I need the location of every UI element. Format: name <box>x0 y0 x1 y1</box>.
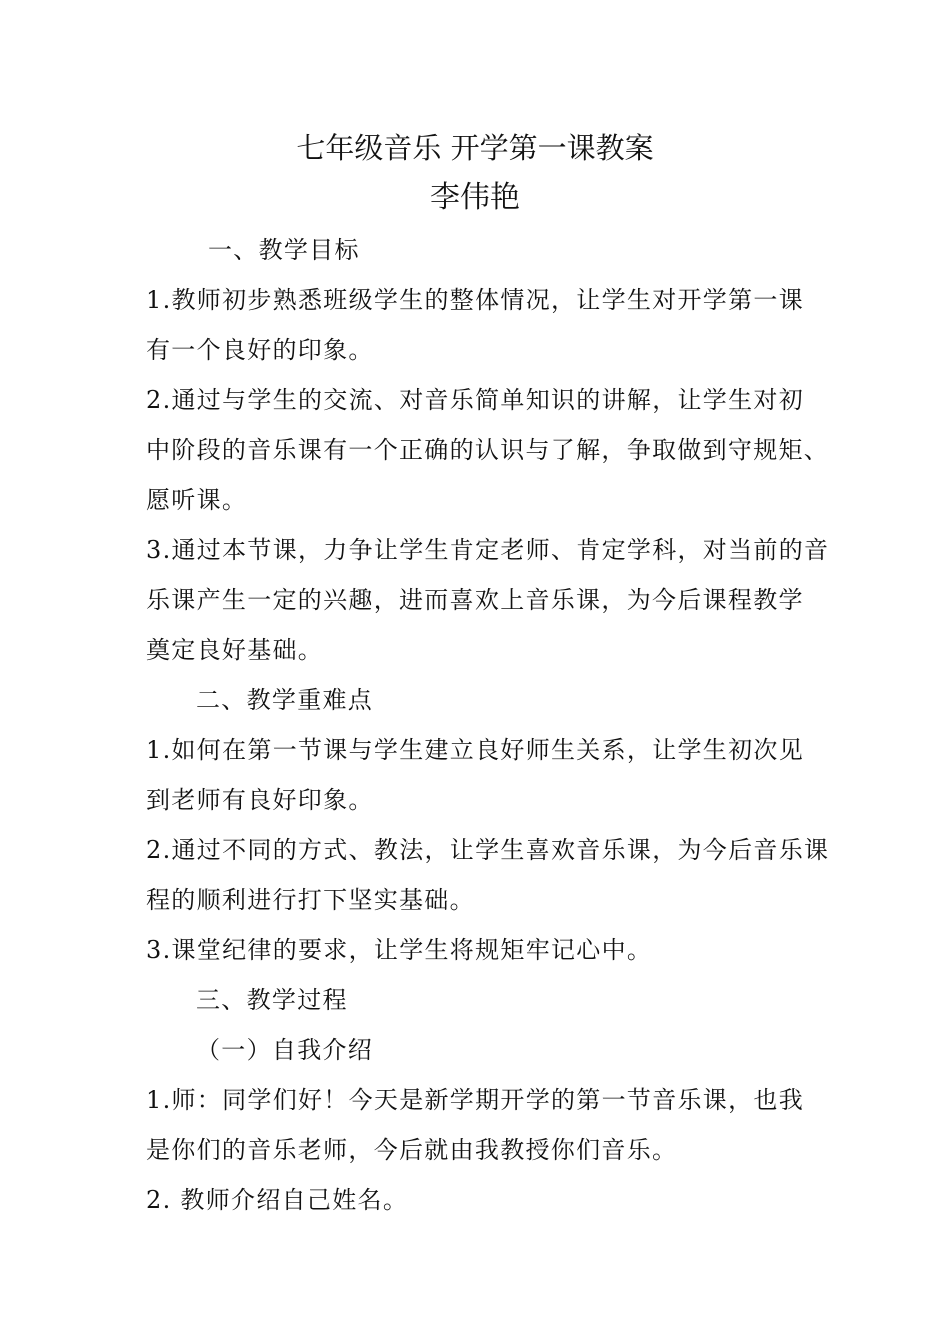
paragraph-line: 1.如何在第一节课与学生建立良好师生关系，让学生初次见 <box>146 736 804 764</box>
paragraph-line: 2. 教师介绍自己姓名。 <box>146 1186 409 1214</box>
paragraph-line: 1.教师初步熟悉班级学生的整体情况，让学生对开学第一课 <box>146 286 804 314</box>
section-heading-process: 三、教学过程 <box>196 986 348 1014</box>
paragraph-line: 2.通过不同的方式、教法，让学生喜欢音乐课，为今后音乐课 <box>146 836 830 864</box>
paragraph-line: 2.通过与学生的交流、对音乐简单知识的讲解，让学生对初 <box>146 386 804 414</box>
paragraph-line: 程的顺利进行打下坚实基础。 <box>146 886 475 914</box>
paragraph-line: 1.师：同学们好！今天是新学期开学的第一节音乐课，也我 <box>146 1086 804 1114</box>
document-author: 李伟艳 <box>430 180 520 215</box>
document-title: 七年级音乐 开学第一课教案 <box>296 131 654 165</box>
paragraph-line: 奠定良好基础。 <box>146 636 324 664</box>
subsection-heading-self-intro: （一）自我介绍 <box>196 1036 374 1064</box>
paragraph-line: 中阶段的音乐课有一个正确的认识与了解，争取做到守规矩、 <box>146 436 830 464</box>
section-heading-key-points: 二、教学重难点 <box>196 686 374 714</box>
paragraph-line: 到老师有良好印象。 <box>146 786 374 814</box>
paragraph-line: 有一个良好的印象。 <box>146 336 374 364</box>
paragraph-line: 愿听课。 <box>146 486 248 514</box>
paragraph-line: 3.通过本节课，力争让学生肯定老师、肯定学科，对当前的音 <box>146 536 830 564</box>
paragraph-line: 是你们的音乐老师，今后就由我教授你们音乐。 <box>146 1136 678 1164</box>
paragraph-line: 3.课堂纪律的要求，让学生将规矩牢记心中。 <box>146 936 653 964</box>
paragraph-line: 乐课产生一定的兴趣，进而喜欢上音乐课，为今后课程教学 <box>146 586 804 614</box>
section-heading-objectives: 一、教学目标 <box>208 236 360 264</box>
